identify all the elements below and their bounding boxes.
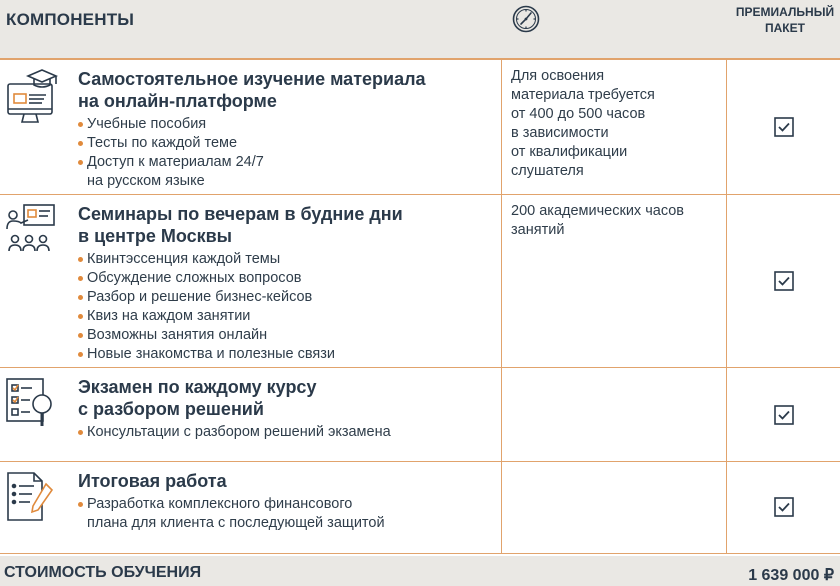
computer-graduation-icon bbox=[4, 68, 62, 126]
list-item: Возможны занятия онлайн bbox=[78, 326, 498, 345]
list-item: Квиз на каждом занятии bbox=[78, 307, 498, 326]
price-value: 1 639 000 ₽ bbox=[748, 567, 834, 584]
checkbox-checked-icon bbox=[774, 405, 794, 425]
checkbox-checked-icon bbox=[774, 497, 794, 517]
checkbox-checked-icon bbox=[774, 271, 794, 291]
list-item: Консультации с разбором решений экзамена bbox=[78, 423, 498, 442]
table-header bbox=[0, 0, 840, 60]
table-row bbox=[0, 60, 840, 195]
component-title: Экзамен по каждому курсу с разбором решений bbox=[78, 377, 317, 419]
compass-clock-icon bbox=[512, 5, 540, 33]
list-item: Обсуждение сложных вопросов bbox=[78, 269, 498, 288]
study-hours-text: Для освоения материала требуется от 400 до 500 часов в зависимости от квалификации слушателя bbox=[511, 68, 655, 179]
exam-checklist-magnifier-icon bbox=[4, 376, 62, 434]
table-row bbox=[0, 195, 840, 368]
component-title: Итоговая работа bbox=[78, 471, 227, 491]
cost-footer bbox=[0, 556, 840, 586]
cost-label: СТОИМОСТЬ ОБУЧЕНИЯ bbox=[4, 564, 202, 581]
list-item: Разработка комплексного финансового плана для клиента с последующей защитой bbox=[78, 495, 498, 533]
list-item: Разбор и решение бизнес-кейсов bbox=[78, 288, 498, 307]
list-item: Новые знакомства и полезные связи bbox=[78, 345, 498, 364]
table-row bbox=[0, 368, 840, 462]
study-hours-text: 200 академических часов занятий bbox=[511, 203, 684, 238]
component-title: Самостоятельное изучение материала на онлайн-платформе bbox=[78, 69, 426, 111]
component-title: Семинары по вечерам в будние дни в центре Москвы bbox=[78, 204, 403, 246]
list-item: Доступ к материалам 24/7 на русском языке bbox=[78, 153, 498, 191]
document-pen-icon bbox=[4, 470, 62, 528]
table-row bbox=[0, 462, 840, 554]
list-item: Тесты по каждой теме bbox=[78, 134, 498, 153]
seminar-presentation-icon bbox=[4, 201, 62, 259]
components-column-header: КОМПОНЕНТЫ bbox=[6, 10, 135, 29]
list-item: Учебные пособия bbox=[78, 115, 498, 134]
premium-package-column-header: ПРЕМИАЛЬНЫЙ ПАКЕТ bbox=[735, 5, 835, 35]
list-item: Квинтэссенция каждой темы bbox=[78, 250, 498, 269]
checkbox-checked-icon bbox=[774, 117, 794, 137]
